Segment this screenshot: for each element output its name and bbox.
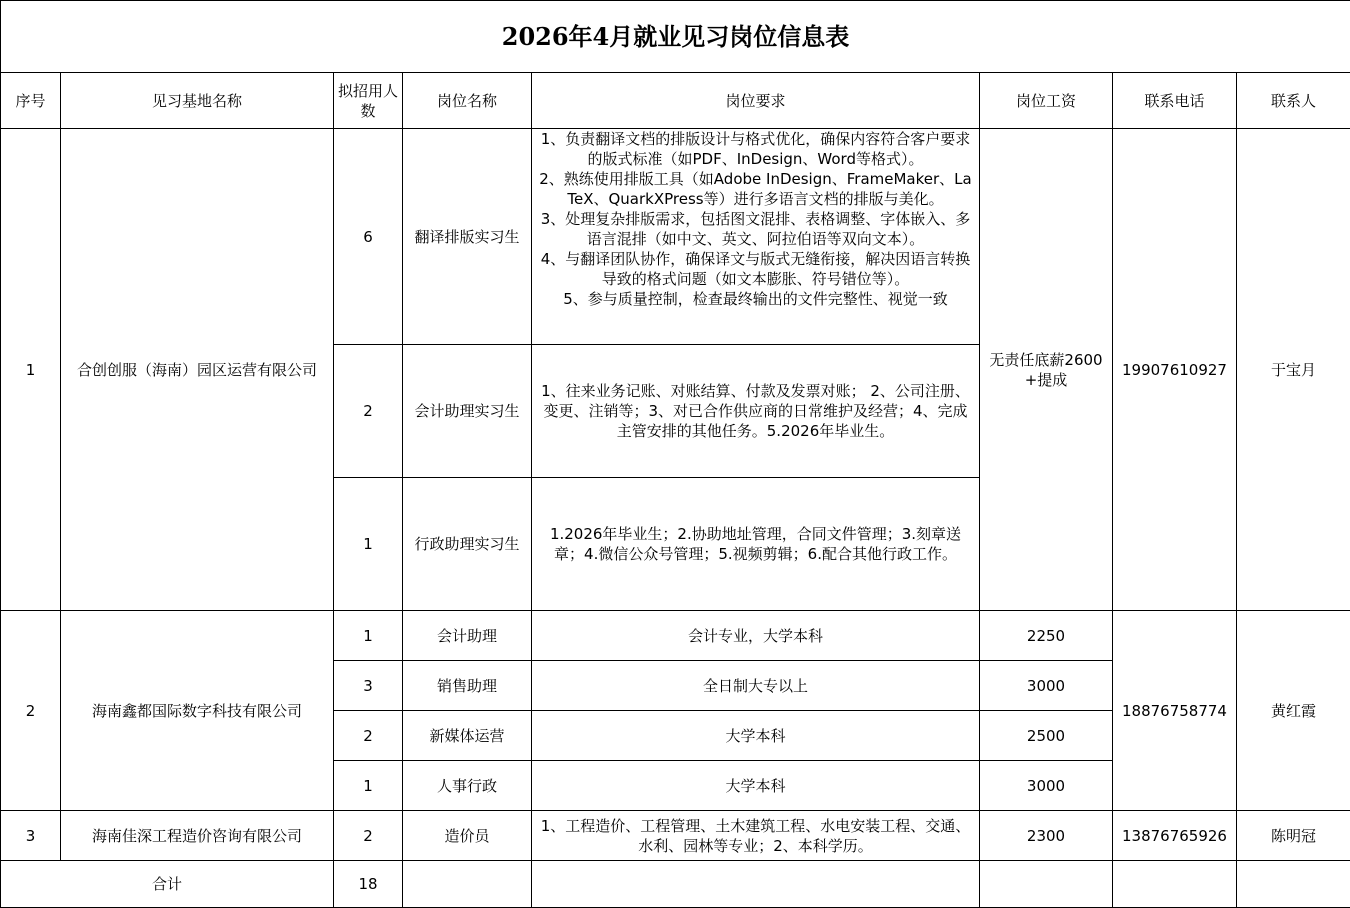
table-row: [1, 811, 1350, 861]
post-count: 2: [334, 811, 403, 861]
table-row: [1, 611, 1350, 661]
post-count: 3: [334, 661, 403, 711]
phone: 13876765926: [1113, 811, 1237, 861]
post-requirement: 大学本科: [532, 761, 980, 811]
post-requirement: 会计专业，大学本科: [532, 611, 980, 661]
row-no: 1: [1, 129, 61, 611]
requirement-line: 5、参与质量控制，检查最终输出的文件完整性、视觉一致: [563, 290, 948, 308]
salary: 2250: [980, 611, 1113, 661]
requirement-line: 4、与翻译团队协作，确保译文与版式无缝衔接，解决因语言转换导致的格式问题（如文本膨胀、符号错位等）。: [540, 250, 971, 288]
post-name: 新媒体运营: [403, 711, 532, 761]
post-name: 人事行政: [403, 761, 532, 811]
phone: 19907610927: [1113, 129, 1237, 611]
header-no: 序号: [1, 73, 61, 129]
post-requirement: 1.2026年毕业生；2.协助地址管理，合同文件管理；3.刻章送章；4.微信公众号管理；5.视频剪辑；6.配合其他行政工作。: [532, 478, 980, 611]
empty-cell: [403, 861, 532, 908]
post-name: 会计助理实习生: [403, 345, 532, 478]
empty-cell: [980, 861, 1113, 908]
table-row: [1, 129, 1350, 345]
post-name: 会计助理: [403, 611, 532, 661]
post-count: 1: [334, 478, 403, 611]
header-phone: 联系电话: [1113, 73, 1237, 129]
post-requirement: 1、往来业务记账、对账结算、付款及发票对账； 2、公司注册、变更、注销等；3、对已合作供应商的日常维护及经营；4、完成主管安排的其他任务。5.2026年毕业生。: [532, 345, 980, 478]
header-salary: 岗位工资: [980, 73, 1113, 129]
header-row: [1, 73, 1350, 129]
empty-cell: [532, 861, 980, 908]
header-req: 岗位要求: [532, 73, 980, 129]
header-contact: 联系人: [1237, 73, 1350, 129]
row-no: 2: [1, 611, 61, 811]
contact: 黄红霞: [1237, 611, 1350, 811]
salary: 3000: [980, 661, 1113, 711]
post-requirement: [532, 129, 980, 345]
post-count: 1: [334, 761, 403, 811]
header-count: 拟招用人数: [334, 73, 403, 129]
post-name: 造价员: [403, 811, 532, 861]
post-requirement: 大学本科: [532, 711, 980, 761]
salary: 3000: [980, 761, 1113, 811]
total-row: [1, 861, 1350, 908]
post-count: 1: [334, 611, 403, 661]
post-name: 翻译排版实习生: [403, 129, 532, 345]
post-count: 2: [334, 711, 403, 761]
post-requirement: 1、工程造价、工程管理、土木建筑工程、水电安装工程、交通、水利、园林等专业；2、本科学历。: [532, 811, 980, 861]
contact: 于宝月: [1237, 129, 1350, 611]
salary: 2300: [980, 811, 1113, 861]
table-title: 2026年4月就业见习岗位信息表: [1, 1, 1350, 73]
contact: 陈明冠: [1237, 811, 1350, 861]
total-count: 18: [334, 861, 403, 908]
post-name: 销售助理: [403, 661, 532, 711]
salary: 2500: [980, 711, 1113, 761]
row-no: 3: [1, 811, 61, 861]
requirement-line: 2、熟练使用排版工具（如Adobe InDesign、FrameMaker、LaTeX、QuarkXPress等）进行多语言文档的排版与美化。: [539, 170, 972, 208]
total-label: 合计: [1, 861, 334, 908]
salary: 无责任底薪2600+提成: [980, 129, 1113, 611]
empty-cell: [1113, 861, 1237, 908]
company-name: 海南鑫都国际数字科技有限公司: [61, 611, 334, 811]
company-name: 海南佳深工程造价咨询有限公司: [61, 811, 334, 861]
company-name: 合创创服（海南）园区运营有限公司: [61, 129, 334, 611]
post-count: 6: [334, 129, 403, 345]
post-name: 行政助理实习生: [403, 478, 532, 611]
requirement-line: 3、处理复杂排版需求，包括图文混排、表格调整、字体嵌入、多语言混排（如中文、英文、阿拉伯语等双向文本）。: [540, 210, 971, 248]
post-requirement: 全日制大专以上: [532, 661, 980, 711]
empty-cell: [1237, 861, 1350, 908]
header-base: 见习基地名称: [61, 73, 334, 129]
header-post: 岗位名称: [403, 73, 532, 129]
post-count: 2: [334, 345, 403, 478]
requirement-line: 1、负责翻译文档的排版设计与格式优化，确保内容符合客户要求的版式标准（如PDF、InDesign、Word等格式）。: [540, 130, 971, 168]
phone: 18876758774: [1113, 611, 1237, 811]
